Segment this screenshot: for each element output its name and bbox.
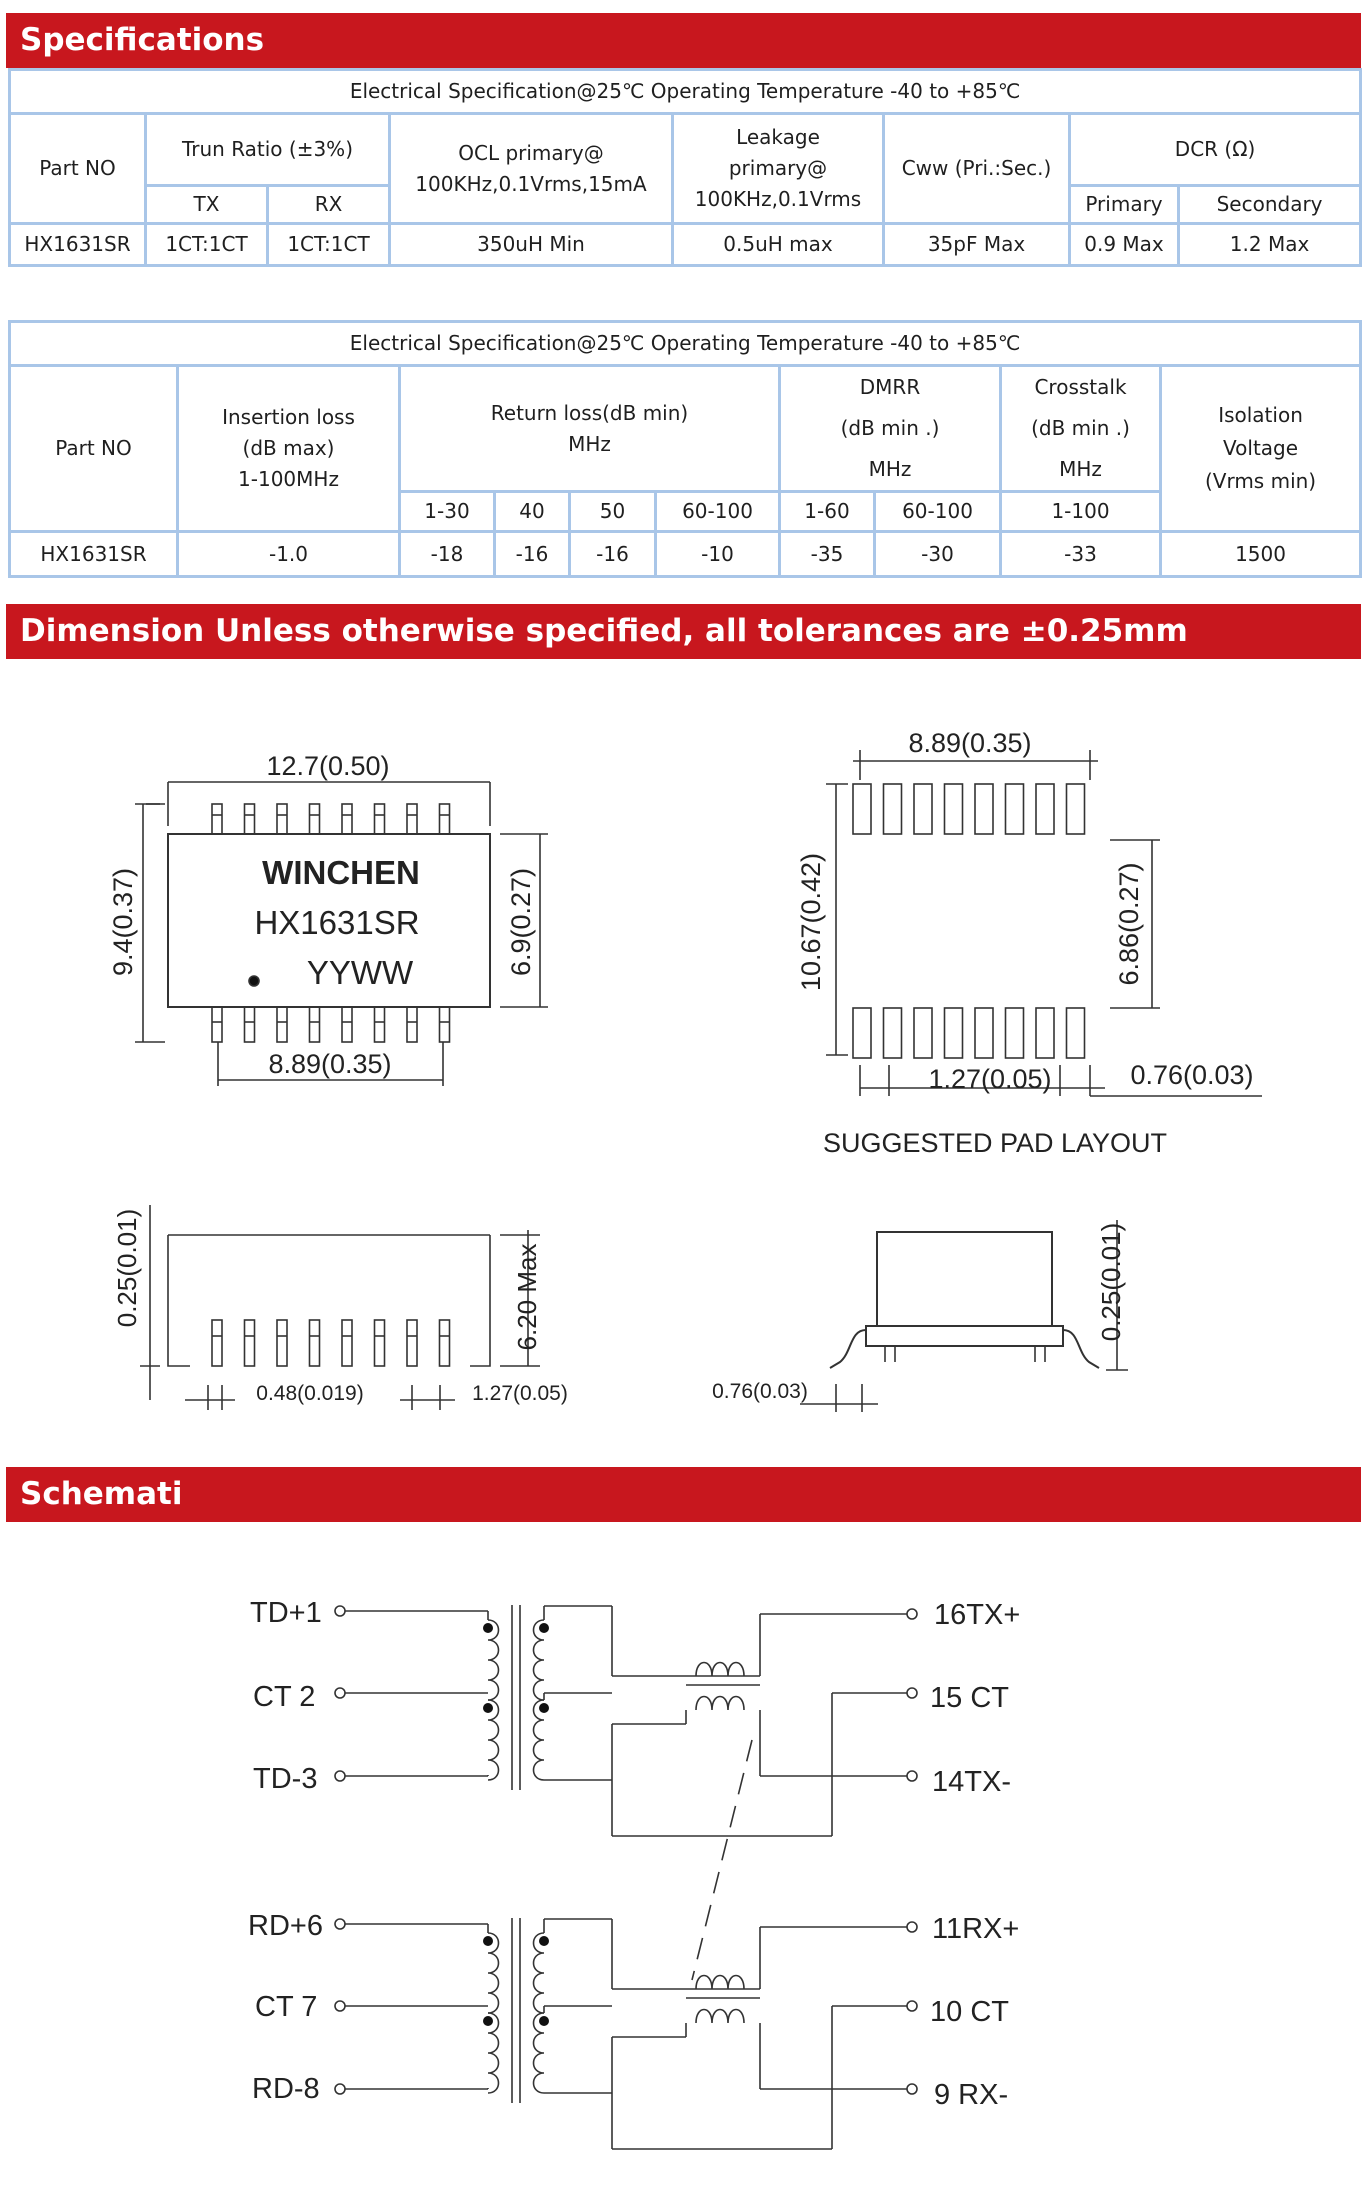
package-pin — [440, 1320, 450, 1366]
solder-pad — [1067, 784, 1085, 834]
package-pin — [212, 1007, 222, 1042]
table2-rl-line1: Return loss(dB min) — [490, 400, 689, 425]
top-view-drawing — [135, 782, 548, 1086]
table2-sub-header: 1-30 — [400, 492, 495, 532]
table1-cell: 35pF Max — [884, 224, 1070, 266]
pin-terminal — [335, 2001, 345, 2011]
package-pin — [277, 1320, 287, 1366]
pin-label-left: RD+6 — [248, 1910, 323, 1942]
table1-cell: HX1631SR — [10, 224, 146, 266]
package-pin — [245, 804, 255, 834]
table2-dmrr-line1: DMRR — [859, 375, 921, 399]
table1-ocl-line2: 100KHz,0.1Vrms,15mA — [415, 171, 647, 196]
dim-top-width-label: 12.7(0.50) — [266, 751, 390, 781]
pin-terminal — [335, 1919, 345, 1929]
table2-dmrr-header — [780, 366, 1001, 492]
solder-pad — [1036, 1008, 1054, 1058]
package-pin — [407, 804, 417, 834]
table2-cell: -10 — [656, 532, 780, 577]
solder-pad — [945, 784, 963, 834]
package-pin — [245, 1320, 255, 1366]
solder-pad — [1006, 1008, 1024, 1058]
table2-cell: -16 — [570, 532, 656, 577]
pin-label-left: TD+1 — [250, 1597, 322, 1629]
table2-sub-header: 1-60 — [780, 492, 875, 532]
choke-coil — [696, 1976, 744, 1990]
table2-il-line1: Insertion loss — [222, 405, 355, 429]
polarity-dot — [539, 2016, 549, 2026]
table2-cell: -33 — [1001, 532, 1161, 577]
pin-terminal — [907, 1688, 917, 1698]
table1-leakage-line2: primary@ — [728, 156, 828, 180]
pin-terminal — [907, 2084, 917, 2094]
pin-terminal — [335, 1771, 345, 1781]
winding-coil — [534, 1700, 545, 1780]
table2-cell: 1500 — [1161, 532, 1361, 577]
solder-pad — [914, 1008, 932, 1058]
winding-coil — [488, 1700, 499, 1780]
pad-inner-label: 6.86(0.27) — [1114, 862, 1144, 986]
side-pitch-label: 1.27(0.05) — [472, 1382, 568, 1405]
table2-cell: -30 — [875, 532, 1001, 577]
winding-coil — [488, 1933, 499, 2013]
package-pin — [212, 1320, 222, 1366]
table1-turn-ratio-header: Trun Ratio (±3%) — [146, 114, 390, 186]
solder-pad — [1036, 784, 1054, 834]
package-pin — [375, 1007, 385, 1042]
table1-leakage-header — [673, 114, 884, 224]
solder-pad — [914, 784, 932, 834]
table1-caption: Electrical Specification@25℃ Operating Temperature -40 to +85℃ — [10, 70, 1361, 114]
solder-pad — [1067, 1008, 1085, 1058]
package-pin — [375, 1320, 385, 1366]
choke-coil — [696, 1663, 744, 1677]
pin-terminal — [335, 1688, 345, 1698]
table2-cell: HX1631SR — [10, 532, 178, 577]
table1-secondary-header: Secondary — [1179, 186, 1361, 224]
table2-iso-line1: Isolation — [1218, 403, 1303, 427]
table2-caption: Electrical Specification@25℃ Operating Temperature -40 to +85℃ — [10, 322, 1361, 366]
table2-dmrr-line2: (dB min .) — [840, 416, 940, 440]
pin-label-left: RD-8 — [252, 2073, 320, 2105]
table1-rx-header: RX — [268, 186, 390, 224]
pad-height-label: 10.67(0.42) — [796, 852, 826, 992]
pad-size-label: 0.76(0.03) — [1130, 1060, 1254, 1090]
pin-terminal — [907, 1771, 917, 1781]
package-pin — [375, 804, 385, 834]
table1-tx-header: TX — [146, 186, 268, 224]
table2-sub-header: 60-100 — [875, 492, 1001, 532]
package-pin — [245, 1007, 255, 1042]
section-header-specifications: Specifications — [6, 13, 1361, 68]
side-height-label: 6.20 Max — [512, 1243, 542, 1351]
pad-pitch-label: 1.27(0.05) — [928, 1064, 1052, 1094]
dim-bottom-width-label: 8.89(0.35) — [268, 1049, 392, 1079]
table1-ocl-header — [390, 114, 673, 224]
table2-part-no-header: Part NO — [10, 366, 178, 532]
solder-pad — [853, 784, 871, 834]
end-foot-label: 0.76(0.03) — [712, 1380, 808, 1403]
winding-coil — [534, 2013, 545, 2093]
pin-terminal — [907, 2001, 917, 2011]
table2-il-line2: (dB max) — [242, 436, 335, 460]
table2-sub-header: 40 — [495, 492, 570, 532]
pin-label-right: 10 CT — [930, 1996, 1009, 2028]
pad-width-label: 8.89(0.35) — [908, 728, 1032, 758]
table2-dmrr-line3: MHz — [868, 457, 912, 481]
package-pin — [277, 1007, 287, 1042]
table2-ct-line3: MHz — [1059, 457, 1102, 481]
solder-pad — [884, 1008, 902, 1058]
solder-pad — [1006, 784, 1024, 834]
pin-label-right: 11RX+ — [932, 1913, 1020, 1945]
package-pin — [212, 804, 222, 834]
dim-height-label: 9.4(0.37) — [108, 867, 138, 977]
table2-cell: -1.0 — [178, 532, 400, 577]
pin-label-right: 15 CT — [930, 1682, 1009, 1714]
pin-terminal — [907, 1609, 917, 1619]
pin-terminal — [907, 1922, 917, 1932]
table2-cell: -35 — [780, 532, 875, 577]
table1-cww-header: Cww (Pri.:Sec.) — [884, 114, 1070, 224]
polarity-dot — [483, 1623, 493, 1633]
table1-cell: 1.2 Max — [1179, 224, 1361, 266]
side-pin-width-label: 0.48(0.019) — [256, 1382, 364, 1405]
package-pin — [310, 1320, 320, 1366]
pad-layout-title: SUGGESTED PAD LAYOUT — [822, 1128, 1168, 1158]
pin-terminal — [335, 2084, 345, 2094]
table2-iso-line2: Voltage — [1223, 436, 1299, 460]
winding-coil — [488, 2013, 499, 2093]
winding-coil — [534, 1620, 545, 1700]
table2-cell: -18 — [400, 532, 495, 577]
isolation-barrier-line — [692, 1740, 752, 1980]
winding-coil — [488, 1620, 499, 1700]
pin-label-right: 16TX+ — [934, 1599, 1021, 1631]
table-row — [10, 224, 1361, 266]
table1-cell: 1CT:1CT — [146, 224, 268, 266]
package-pin — [342, 804, 352, 834]
electrical-spec-table-1 — [8, 68, 1362, 267]
table1-dcr-header: DCR (Ω) — [1070, 114, 1361, 186]
pad-layout-drawing — [826, 750, 1262, 1096]
choke-coil — [696, 2010, 744, 2024]
solder-pad — [975, 784, 993, 834]
table2-sub-header: 50 — [570, 492, 656, 532]
polarity-dot — [483, 2016, 493, 2026]
table1-primary-header: Primary — [1070, 186, 1179, 224]
polarity-dot — [539, 1936, 549, 1946]
table1-part-no-header: Part NO — [10, 114, 146, 224]
table2-sub-header: 60-100 — [656, 492, 780, 532]
package-pin — [440, 1007, 450, 1042]
table2-ct-line2: (dB min .) — [1031, 416, 1130, 440]
electrical-spec-table-2 — [8, 320, 1362, 578]
marking-brand: WINCHEN — [262, 854, 420, 891]
table-row — [10, 532, 1361, 577]
end-view-drawing — [800, 1220, 1128, 1412]
table2-return-loss-header — [400, 366, 780, 492]
table1-cell: 0.9 Max — [1070, 224, 1179, 266]
table2-sub-header: 1-100 — [1001, 492, 1161, 532]
choke-coil — [696, 1697, 744, 1711]
table1-cell: 1CT:1CT — [268, 224, 390, 266]
table2-cell: -16 — [495, 532, 570, 577]
end-standoff-label: 0.25(0.01) — [1096, 1222, 1126, 1342]
pin-label-left: CT 2 — [253, 1681, 316, 1713]
pin-label-right: 9 RX- — [934, 2079, 1009, 2111]
table1-leakage-line1: Leakage — [736, 125, 820, 149]
section-header-dimension: Dimension Unless otherwise specified, all tolerances are ±0.25mm — [6, 604, 1361, 659]
pin-terminal — [335, 1606, 345, 1616]
solder-pad — [884, 784, 902, 834]
pin-label-right: 14TX- — [932, 1766, 1011, 1798]
section-header-schematic: Schemati — [6, 1467, 1361, 1522]
table1-ocl-line1: OCL primary@ — [458, 140, 604, 165]
table2-isolation-header — [1161, 366, 1361, 532]
table2-il-line3: 1-100MHz — [238, 467, 339, 491]
package-pin — [342, 1007, 352, 1042]
table2-crosstalk-header — [1001, 366, 1161, 492]
pin-label-left: CT 7 — [255, 1991, 318, 2023]
table2-iso-line3: (Vrms min) — [1204, 469, 1317, 493]
package-pin — [440, 804, 450, 834]
table1-cell: 0.5uH max — [673, 224, 884, 266]
solder-pad — [853, 1008, 871, 1058]
polarity-dot — [483, 1936, 493, 1946]
package-pin — [407, 1007, 417, 1042]
package-pin — [310, 1007, 320, 1042]
solder-pad — [975, 1008, 993, 1058]
polarity-dot — [539, 1623, 549, 1633]
polarity-dot — [539, 1703, 549, 1713]
table1-cell: 350uH Min — [390, 224, 673, 266]
side-view-drawing — [140, 1205, 540, 1410]
marking-date-code: YYWW — [306, 954, 414, 991]
winding-coil — [534, 1933, 545, 2013]
marking-part-number: HX1631SR — [254, 904, 420, 941]
table2-rl-line2: MHz — [568, 431, 611, 456]
dim-body-height-label: 6.9(0.27) — [506, 867, 536, 977]
package-pin — [310, 804, 320, 834]
solder-pad — [945, 1008, 963, 1058]
package-pin — [277, 804, 287, 834]
polarity-dot — [483, 1703, 493, 1713]
table2-insertion-loss-header — [178, 366, 400, 532]
package-pin — [342, 1320, 352, 1366]
table2-ct-line1: Crosstalk — [1034, 375, 1127, 399]
pin-label-left: TD-3 — [253, 1763, 318, 1795]
table1-leakage-line3: 100KHz,0.1Vrms — [694, 187, 862, 211]
side-standoff-label: 0.25(0.01) — [112, 1208, 142, 1328]
package-pin — [407, 1320, 417, 1366]
